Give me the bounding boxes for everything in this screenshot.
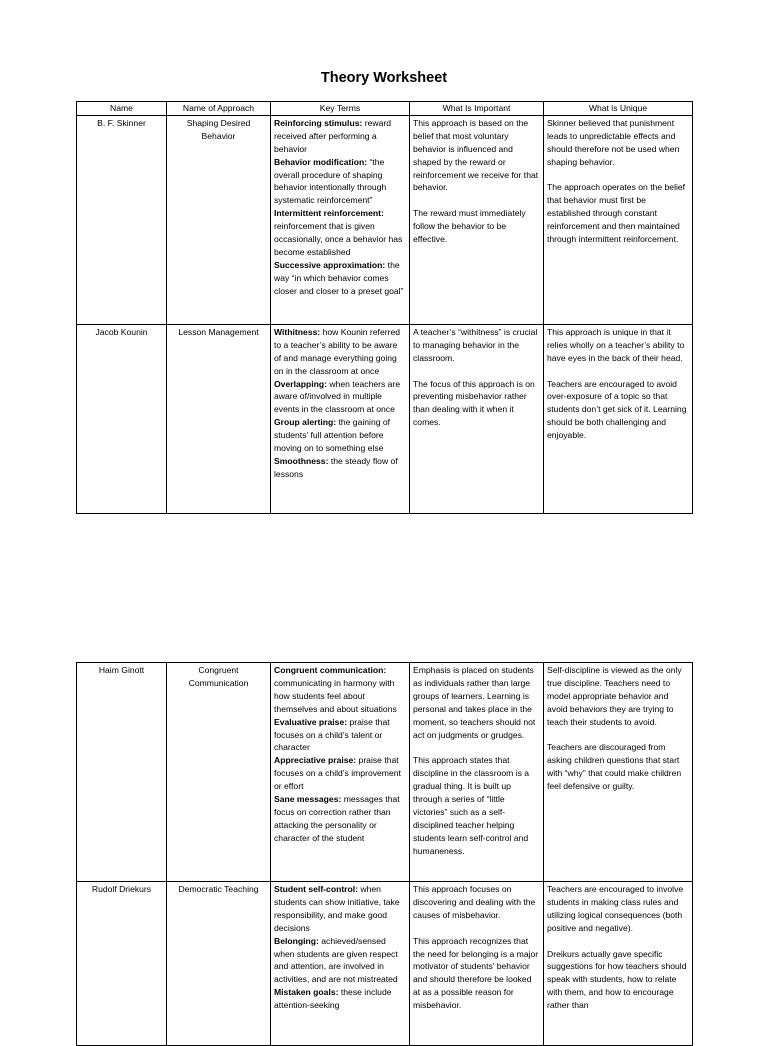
important-paragraph: This approach states that discipline in the classroom is a gradual thing. It is built up through a series of “little victories” such as a self-disciplined teacher helping students learn self-control and humaneness.	[413, 755, 530, 856]
theory-table-page-1	[76, 101, 693, 514]
approach-name: Congruent Communication	[167, 663, 271, 882]
term-definition: these include attention-seeking	[274, 987, 392, 1011]
header-row	[77, 102, 693, 116]
term-label: Intermittent reinforcement:	[274, 208, 384, 219]
important-cell	[410, 663, 544, 882]
table-row	[77, 115, 693, 324]
unique-paragraph: Skinner believed that punishment leads to unpredictable effects and should therefore not be used when shaping behavior.	[547, 117, 680, 167]
term-definition: when students can show initiative, take responsibility, and make good decisions	[274, 884, 400, 933]
term-definition: messages that focus on correction rather than attacking the personality or character of the student	[274, 794, 400, 843]
term-definition: how Kounin referred to a teacher’s ability to be aware of and manage everything going on in the classroom at once	[274, 326, 401, 376]
unique-cell	[544, 115, 693, 324]
important-paragraph: Emphasis is placed on students as individuals rather than large groups of learners. Learning is personal and takes place in the moment, so teachers should not act on judgments or grudges.	[413, 665, 536, 740]
table-row	[77, 882, 693, 1046]
theorist-name: Jacob Kounin	[77, 324, 167, 513]
term-definition: achieved/sensed when students are given respect and attention, are involved in activities, and are not mistreated	[274, 935, 398, 985]
important-cell	[410, 882, 544, 1046]
term-label: Appreciative praise:	[274, 755, 357, 766]
term-label: Reinforcing stimulus:	[274, 117, 363, 128]
unique-paragraph: Dreikurs actually gave specific suggestions for how teachers should speak with students, how to relate with them, and how to encourage rather than	[547, 948, 687, 1011]
theorist-name: Haim Ginott	[77, 663, 167, 882]
important-paragraph: This approach recognizes that the need for belonging is a major motivator of students’ behavior and should therefore be looked at as a possible reason for misbehavior.	[413, 935, 539, 1011]
unique-paragraph: Teachers are encouraged to involve students in making class rules and utilizing logical consequences (both positive and negative).	[547, 884, 684, 933]
table-row	[77, 663, 693, 882]
page-title: Theory Worksheet	[320, 70, 448, 86]
term-definition: communicating in harmony with how students feel about themselves and about situations	[274, 677, 397, 714]
term-definition: “the overall procedure of shaping behavior intentionally through systematic reinforcement”	[274, 156, 387, 206]
term-definition: when teachers are aware of/involved in multiple events in the classroom at once	[274, 378, 401, 415]
table-row	[77, 324, 693, 513]
unique-cell	[544, 663, 693, 882]
important-paragraph: This approach is based on the belief that most voluntary behavior is influenced and shaped by the reward or reinforcement we receive for that behavior.	[413, 117, 539, 193]
theorist-name: B. F. Skinner	[77, 115, 167, 324]
approach-name: Democratic Teaching	[167, 882, 271, 1046]
term-definition: praise that focuses on a child’s talent or character	[274, 716, 390, 753]
unique-paragraph: This approach is unique in that it relies wholly on a teacher’s ability to have eyes in the back of their head.	[547, 326, 685, 363]
term-label: Withitness:	[274, 326, 321, 337]
term-definition: the gaining of students’ full attention before moving on to something else	[274, 417, 391, 454]
important-paragraph: The focus of this approach is on preventing misbehavior rather than dealing with it when it comes.	[413, 378, 535, 428]
important-paragraph: A teacher’s “withitness” is crucial to managing behavior in the classroom.	[413, 326, 538, 363]
header-approach: Name of Approach	[167, 102, 271, 116]
important-cell	[410, 324, 544, 513]
term-label: Behavior modification:	[274, 156, 368, 167]
unique-cell	[544, 324, 693, 513]
term-label: Student self-control:	[274, 884, 359, 894]
important-paragraph: The reward must immediately follow the behavior to be effective.	[413, 208, 526, 245]
key-terms-cell	[271, 324, 410, 513]
approach-name: Shaping Desired Behavior	[167, 115, 271, 324]
term-definition: the steady flow of lessons	[274, 455, 398, 479]
unique-cell	[544, 882, 693, 1046]
key-terms-cell	[271, 115, 410, 324]
term-label: Mistaken goals:	[274, 987, 339, 998]
approach-name: Lesson Management	[167, 324, 271, 513]
term-label: Sane messages:	[274, 794, 342, 805]
important-cell	[410, 115, 544, 324]
header-unique: What is Unique	[544, 102, 693, 116]
term-label: Smoothness:	[274, 455, 329, 466]
important-paragraph: This approach focuses on discovering and dealing with the causes of misbehavior.	[413, 884, 536, 920]
theory-table-page-2	[76, 662, 693, 1046]
term-definition: praise that focuses on a child’s improvement or effort	[274, 755, 401, 792]
term-definition: the way “in which behavior comes closer and closer to a preset goal”	[274, 259, 404, 296]
term-label: Evaluative praise:	[274, 716, 348, 727]
header-key-terms: Key Terms	[271, 102, 410, 116]
term-label: Congruent communication:	[274, 665, 387, 675]
term-label: Overlapping:	[274, 378, 328, 389]
header-important: What Is Important	[410, 102, 544, 116]
term-label: Successive approximation:	[274, 259, 386, 270]
key-terms-cell	[271, 882, 410, 1046]
unique-paragraph: Teachers are discouraged from asking children questions that start with “why” that could make children feel defensive or guilty.	[547, 742, 682, 792]
header-name: Name	[77, 102, 167, 116]
term-definition: reinforcement that is given occasionally, once a behavior has become established	[274, 221, 403, 257]
unique-paragraph: Teachers are encouraged to avoid over-exposure of a topic so that students don’t get sick of it. Learning should be both challenging and enjoyable.	[547, 378, 687, 441]
unique-paragraph: Self-discipline is viewed as the only true discipline. Teachers need to model appropriate behavior and avoid behaviors they are trying to teach their students to avoid.	[547, 665, 682, 727]
term-label: Group alerting:	[274, 417, 337, 428]
unique-paragraph: The approach operates on the belief that behavior must first be established through constant reinforcement and then maintained through intermittent reinforcement.	[547, 182, 686, 245]
theorist-name: Rudolf Driekurs	[77, 882, 167, 1046]
term-definition: reward received after performing a behavior	[274, 117, 391, 154]
term-label: Belonging:	[274, 935, 319, 946]
key-terms-cell	[271, 663, 410, 882]
